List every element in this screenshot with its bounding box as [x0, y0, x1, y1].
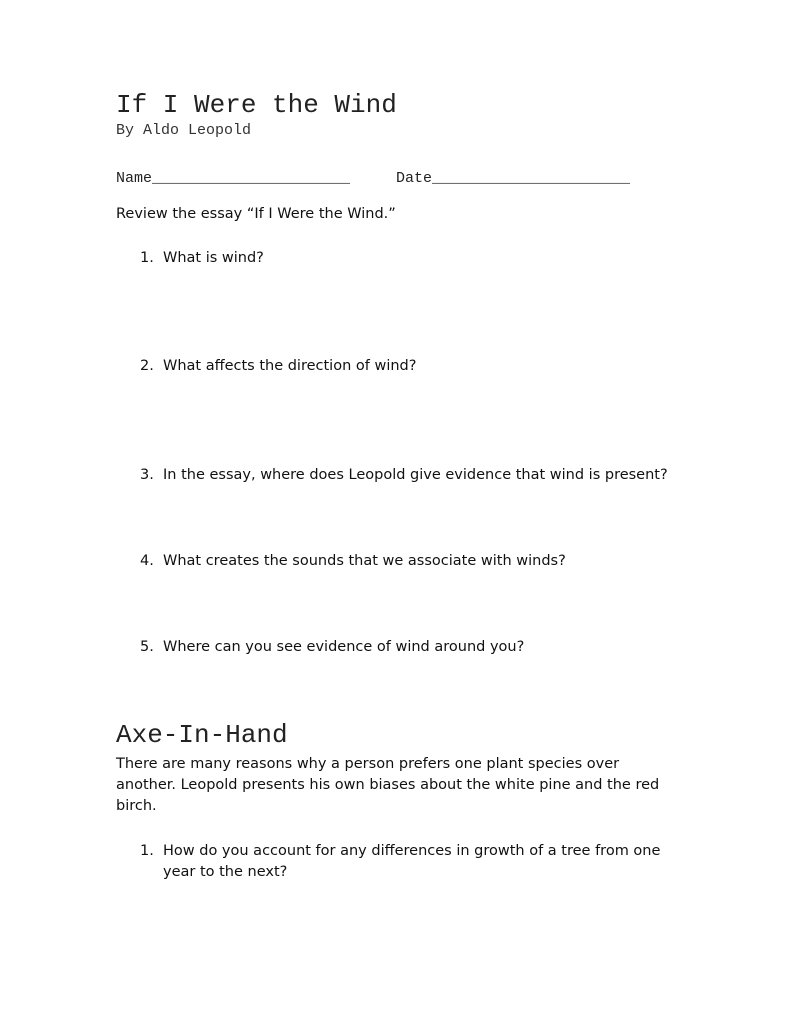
name-field-line: Name______________________ — [116, 170, 351, 187]
question-item — [140, 639, 524, 655]
date-field-line: Date______________________ — [396, 170, 631, 187]
question-number: 2. — [140, 358, 154, 374]
question-text: What affects the direction of wind? — [163, 358, 417, 374]
question-text: What is wind? — [163, 250, 264, 266]
question-item — [140, 358, 416, 374]
question-text: In the essay, where does Leopold give evidence that wind is present? — [163, 467, 668, 483]
question-number: 1. — [140, 250, 154, 266]
question-item — [140, 841, 680, 883]
question-number: 5. — [140, 639, 154, 655]
question-number: 4. — [140, 553, 154, 569]
instruction-text: Review the essay “If I Were the Wind.” — [116, 206, 396, 222]
question-text: Where can you see evidence of wind around you? — [163, 639, 525, 655]
question-item — [140, 553, 566, 569]
question-text: What creates the sounds that we associate with winds? — [163, 553, 566, 569]
section-paragraph: There are many reasons why a person prefers one plant species over another. Leopold presents his own biases about the white pine and the red birch. — [116, 756, 660, 814]
author-byline: By Aldo Leopold — [116, 122, 252, 139]
section-heading: Axe-In-Hand — [116, 720, 288, 750]
document-title: If I Were the Wind — [116, 90, 397, 120]
question-item — [140, 467, 668, 483]
question-text: How do you account for any differences in growth of a tree from one year to the next? — [163, 843, 661, 880]
question-item — [140, 250, 264, 266]
question-number: 3. — [140, 467, 154, 483]
question-number: 1. — [140, 843, 154, 859]
